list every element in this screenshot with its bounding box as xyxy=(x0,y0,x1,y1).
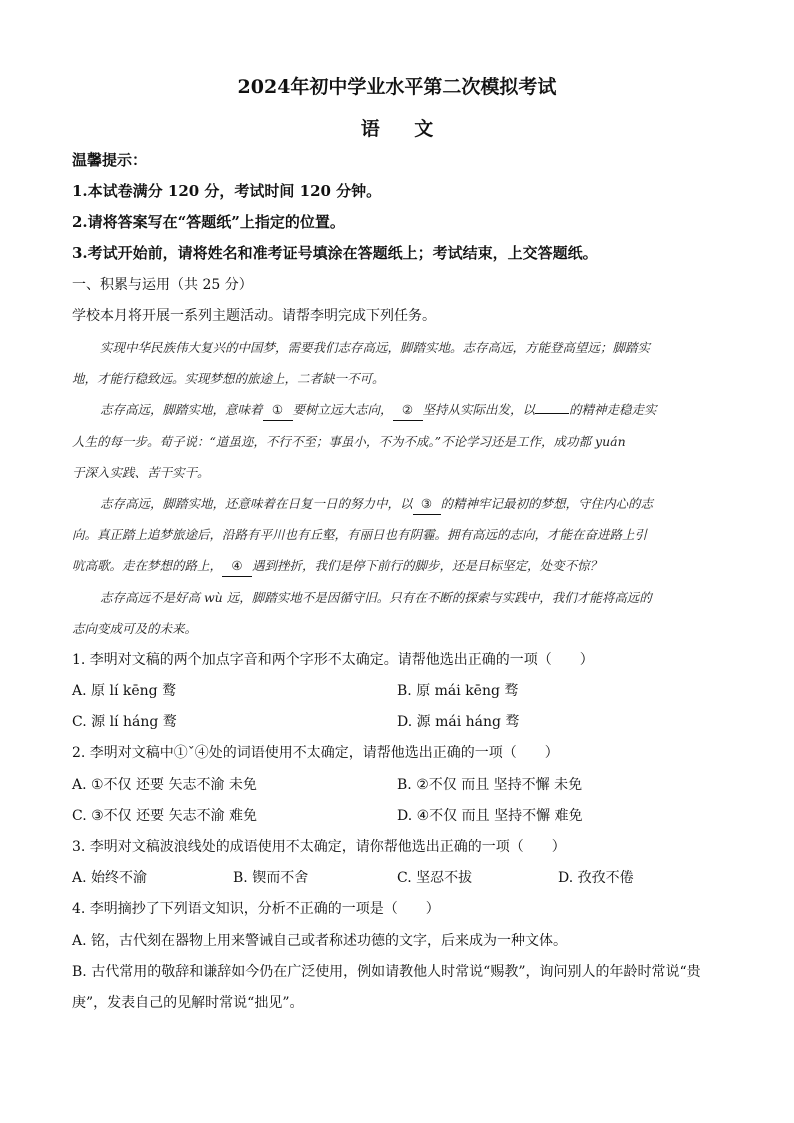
question-1-stem: 1. 李明对文稿的两个加点字音和两个字形不太确定。请帮他选出正确的一项（ ） xyxy=(72,652,594,668)
passage-text: 志存高远，脚踏实地，还意味着在日复一日的努力中，以 xyxy=(100,496,413,511)
tip-1: 1.本试卷满分 120 分，考试时间 120 分钟。 xyxy=(72,182,382,200)
blank-2: ② xyxy=(393,400,423,421)
section-intro: 学校本月将开展一系列主题活动。请帮李明完成下列任务。 xyxy=(72,308,436,324)
passage-line: 向。真正踏上追梦旅途后，沿路有平川也有丘壑，有丽日也有阴霾。拥有高远的志向，才能在奋进路上引 xyxy=(72,527,648,542)
blank-4: ④ xyxy=(222,556,252,577)
passage-line xyxy=(100,494,653,515)
q2-option-c[interactable]: C. ③不仅 还要 矢志不渝 难免 xyxy=(72,808,258,824)
passage-text: 的精神牢记最初的梦想，守住内心的志 xyxy=(440,496,654,511)
exam-title: 2024年初中学业水平第二次模拟考试 xyxy=(237,76,557,98)
passage-line xyxy=(72,556,602,577)
q1-option-b[interactable]: B. 原 mái kēng 骛 xyxy=(397,683,519,699)
passage-text: 志存高远，脚踏实地，意味着 xyxy=(100,402,263,417)
q2-option-d[interactable]: D. ④不仅 而且 坚持不懈 难免 xyxy=(397,808,583,824)
q3-option-d[interactable]: D. 孜孜不倦 xyxy=(558,870,634,886)
blank-pinyin xyxy=(535,413,569,414)
tip-3: 3.考试开始前，请将姓名和准考证号填涂在答题纸上；考试结束，上交答题纸。 xyxy=(72,244,598,262)
passage-line: 志存高远不是好高 wù 远，脚踏实地不是因循守旧。只有在不断的探索与实践中，我们才能将高远的 xyxy=(100,590,652,605)
passage-line: 志向变成可及的未来。 xyxy=(72,621,198,636)
q4-option-b[interactable]: B. 古代常用的敬辞和谦辞如今仍在广泛使用，例如请教他人时常说“赐教”，询问别人的年龄时常说“贵 xyxy=(72,964,701,980)
passage-text: 要树立远大志向， xyxy=(292,402,393,417)
passage-line: 于深入实践、苦干实干。 xyxy=(72,465,210,480)
question-4-stem: 4. 李明摘抄了下列语文知识，分析不正确的一项是（ ） xyxy=(72,901,440,917)
q3-option-c[interactable]: C. 坚忍不拔 xyxy=(397,870,473,886)
tips-heading: 温馨提示： xyxy=(72,151,148,169)
question-3-stem: 3. 李明对文稿波浪线处的成语使用不太确定，请你帮他选出正确的一项（ ） xyxy=(72,839,566,855)
q1-option-d[interactable]: D. 源 mái háng 骛 xyxy=(397,714,520,730)
passage-text: 坚持从实际出发，以 xyxy=(422,402,536,417)
section-heading: 一、积累与运用（共 25 分） xyxy=(72,277,253,293)
passage-text: 遇到挫折，我们是停下前行的脚步，还是目标坚定，处变不惊？ xyxy=(252,558,603,573)
q3-option-b[interactable]: B. 锲而不舍 xyxy=(233,870,309,886)
passage-text: 吭高歌。走在梦想的路上， xyxy=(72,558,223,573)
passage-line xyxy=(100,400,657,421)
q4-option-a[interactable]: A. 铭，古代刻在器物上用来警诫自己或者称述功德的文字，后来成为一种文体。 xyxy=(72,933,568,949)
q4-option-b-continued: 庚”，发表自己的见解时常说“拙见”。 xyxy=(72,995,304,1011)
q2-option-a[interactable]: A. ①不仅 还要 矢志不渝 未免 xyxy=(72,777,257,793)
subject-title: 语 文 xyxy=(360,118,448,140)
q1-option-c[interactable]: C. 源 lí háng 鹜 xyxy=(72,714,177,730)
q3-option-a[interactable]: A. 始终不渝 xyxy=(72,870,148,886)
q2-option-b[interactable]: B. ②不仅 而且 坚持不懈 未免 xyxy=(397,777,583,793)
q1-option-a[interactable]: A. 原 lí kēng 鹜 xyxy=(72,683,177,699)
passage-line: 实现中华民族伟大复兴的中国梦，需要我们志存高远，脚踏实地。志存高远，方能登高望远；脚踏实 xyxy=(100,340,651,355)
passage-text: 的精神走稳走实 xyxy=(569,402,657,417)
tip-2: 2.请将答案写在“答题纸”上指定的位置。 xyxy=(72,213,345,231)
blank-1: ① xyxy=(263,400,293,421)
passage-line: 地，才能行稳致远。实现梦想的旅途上，二者缺一不可。 xyxy=(72,371,385,386)
question-2-stem: 2. 李明对文稿中①ˇ④处的词语使用不太确定，请帮他选出正确的一项（ ） xyxy=(72,745,559,761)
passage-line: 人生的每一步。荀子说：“道虽迩，不行不至；事虽小，不为不成。”不论学习还是工作，成功都 yuán xyxy=(72,434,626,449)
blank-3: ③ xyxy=(413,494,441,515)
